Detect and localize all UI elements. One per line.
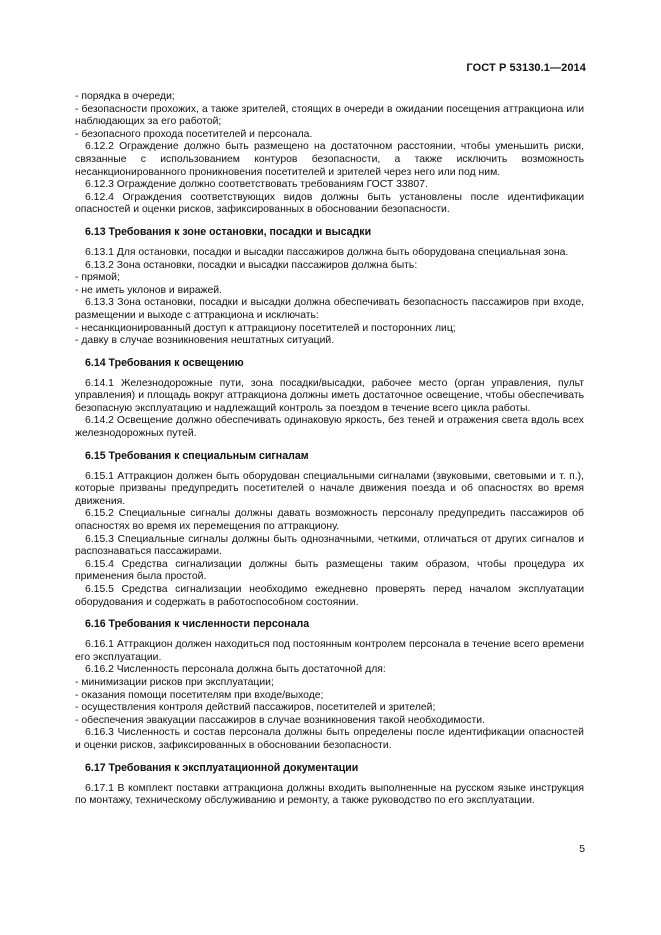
list-item: - несанкционированный доступ к аттракциону посетителей и посторонних лиц;: [75, 322, 456, 334]
page-number: 5: [579, 844, 585, 855]
paragraph: 6.17.1 В комплект поставки аттракциона должны входить выполненные на русском языке инструкция по монтажу, техническому обслуживанию и ремонту, а также руководство по его эксплуатации.: [75, 782, 584, 807]
paragraph: 6.16.3 Численность и состав персонала должны быть определены после идентификации опасностей и оценки рисков, зафиксированных в обосновании безопасности.: [75, 727, 584, 751]
paragraph: 6.15.3 Специальные сигналы должны быть однозначными, четкими, отличаться от других сигналов и распознаваться пассажирами.: [75, 533, 584, 558]
section-heading: 6.15 Требования к специальным сигналам: [85, 449, 309, 462]
list-item: - минимизации рисков при эксплуатации;: [75, 676, 274, 688]
list-item: - обеспечения эвакуации пассажиров в случае возникновения такой необходимости.: [75, 714, 485, 726]
list-item: - оказания помощи посетителям при входе/выходе;: [75, 689, 324, 701]
paragraph: 6.13.2 Зона остановки, посадки и высадки пассажиров должна быть:: [85, 259, 418, 271]
list-item: - безопасности прохожих, а также зрителей, стоящих в очереди в ожидании посещения аттракциона или наблюдающих за его работой;: [75, 103, 584, 128]
list-item: - не иметь уклонов и виражей.: [75, 284, 222, 296]
paragraph: 6.13.1 Для остановки, посадки и высадки пассажиров должна быть оборудована специальная зона.: [85, 246, 569, 258]
paragraph: 6.15.4 Средства сигнализации должны быть размещены таким образом, чтобы процедура их применения была простой.: [75, 558, 584, 583]
paragraph: 6.14.2 Освещение должно обеспечивать одинаковую яркость, без теней и отражения света вдоль всех железнодорожных путей.: [75, 415, 584, 440]
paragraph: 6.13.3 Зона остановки, посадки и высадки должна обеспечивать безопасность пассажиров при входе, размещении и выходе с аттракциона и исключать:: [75, 297, 584, 321]
paragraph: 6.15.2 Специальные сигналы должны давать возможность персоналу предупредить пассажиров об опасностях во время их перемещения по аттракциону.: [75, 508, 584, 533]
paragraph: 6.16.1 Аттракцион должен находиться под постоянным контролем персонала в течение всего времени его эксплуатации.: [75, 639, 584, 663]
list-item: - порядка в очереди;: [75, 91, 175, 102]
document-body: [75, 91, 584, 808]
paragraph: 6.12.4 Ограждения соответствующих видов должны быть установлены после идентификации опасностей и оценки рисков, зафиксированных в обосновании безопасности.: [75, 191, 584, 216]
list-item: - прямой;: [75, 272, 120, 284]
section-heading: 6.14 Требования к освещению: [85, 356, 244, 369]
section-heading: 6.17 Требования к эксплуатационной документации: [85, 761, 359, 774]
document-code-header: ГОСТ Р 53130.1—2014: [466, 62, 586, 74]
list-item: - безопасного прохода посетителей и персонала.: [75, 128, 313, 140]
section-heading: 6.13 Требования к зоне остановки, посадки и высадки: [85, 225, 372, 238]
paragraph: 6.15.5 Средства сигнализации необходимо ежедневно проверять перед началом эксплуатации оборудования и содержать в работоспособном состоянии.: [75, 584, 584, 608]
list-item: - давку в случае возникновения нештатных ситуаций.: [75, 335, 335, 347]
list-item: - осуществления контроля действий пассажиров, посетителей и зрителей;: [75, 702, 436, 714]
paragraph: 6.12.3 Ограждение должно соответствовать требованиям ГОСТ 33807.: [85, 179, 428, 191]
paragraph: 6.14.1 Железнодорожные пути, зона посадки/высадки, рабочее место (орган управления, пульт управления) и площадь вокруг аттракциона должны иметь достаточное освещение, чтобы обеспечивать безопасную эксплуатацию и надлежащий контроль за поездом в течение всего цикла работы.: [75, 377, 584, 414]
paragraph: 6.12.2 Ограждение должно быть размещено на достаточном расстоянии, чтобы уменьшить риски, связанные с использованием контуров безопасности, а также исключить возможность несанкционированного проникновения посетителей и зрителей через него или под ним.: [75, 141, 584, 178]
paragraph: 6.15.1 Аттракцион должен быть оборудован специальными сигналами (звуковыми, световыми и т. п.), которые призваны предупредить посетителей о начале движения поезда и об опасностях во время движения.: [75, 470, 584, 507]
section-heading: 6.16 Требования к численности персонала: [85, 618, 310, 631]
paragraph: 6.16.2 Численность персонала должна быть достаточной для:: [85, 664, 386, 676]
